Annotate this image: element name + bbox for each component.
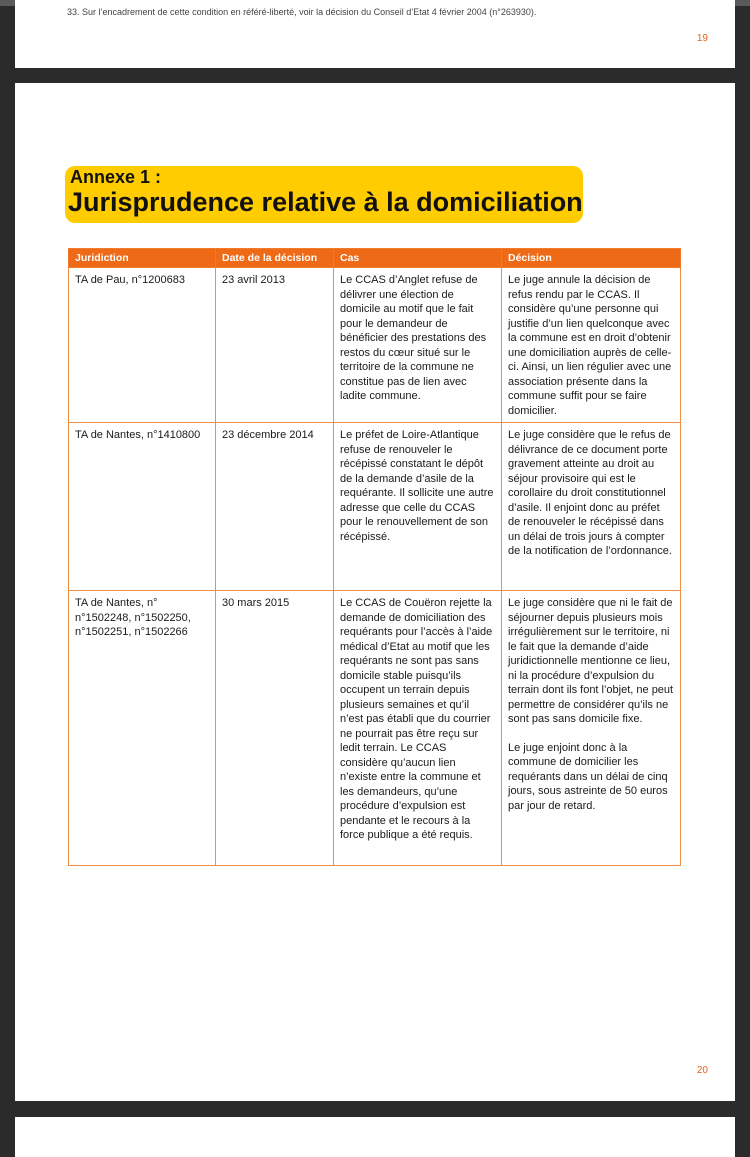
cell-decision bbox=[502, 591, 681, 866]
decision-paragraph: Le juge considère que le refus de délivrance de ce document porte gravement atteinte au droit au séjour provisoire qui est le corollaire du droit constitutionnel d’asile. Il enjoint donc au préfet de renouveler le récépissé dans un délai de trois jours à compter de la notification de l’ordonnance. bbox=[508, 429, 672, 557]
cell-decision bbox=[502, 268, 681, 423]
column-header-juridiction: Juridiction bbox=[69, 249, 216, 268]
cell-cas: Le CCAS d’Anglet refuse de délivrer une élection de domicile au motif que le fait pour le demandeur de bénéficier des prestations des restos du cœur situé sur le territoire de la commune ne constitue pas de lien avec ladite commune. bbox=[334, 268, 502, 423]
current-page[interactable] bbox=[15, 83, 735, 1101]
table-row bbox=[69, 591, 681, 866]
cell-cas: Le CCAS de Couëron rejette la demande de domiciliation des requérants pour l’accès à l’aide médical d’Etat au motif que les requérants ne sont pas sans domicile stable puisqu’ils occupent un terrain depuis plusieurs semaines et qu’il n’est pas établi que du courrier ne pourrait pas être reçu sur ledit terrain. Le CCAS considère qu’aucun lien n’existe entre la commune et les demandeurs, qu’une procédure d’expulsion est pendante et le recours à la force publique a été requis. bbox=[334, 591, 502, 866]
page-number: 20 bbox=[696, 1065, 708, 1076]
cell-decision bbox=[502, 423, 681, 591]
column-header-cas: Cas bbox=[334, 249, 502, 268]
cell-date: 23 décembre 2014 bbox=[216, 423, 334, 591]
decision-paragraph: Le juge considère que ni le fait de séjourner depuis plusieurs mois irrégulièrement sur le territoire, ni le fait que la demande d’aide juridictionnelle mentionne ce lieu, ni la procédure d’expulsion du terrain dont ils font l’objet, ne peut permettre de considérer qu’ils ne sont pas sans domicile fixe. bbox=[508, 597, 674, 725]
cell-date: 30 mars 2015 bbox=[216, 591, 334, 866]
cell-cas: Le préfet de Loire-Atlantique refuse de renouveler le récépissé constatant le dépôt de la demande d’asile de la requérante. Il sollicite une autre adresse que celle du CCAS pour le renouvellement de son récépissé. bbox=[334, 423, 502, 591]
table-header-row bbox=[69, 249, 681, 268]
footnote: 33. Sur l’encadrement de cette condition en référé-liberté, voir la décision du Conseil d’Etat 4 février 2004 (n°263930). bbox=[67, 7, 537, 17]
decision-paragraph: Le juge annule la décision de refus rendu par le CCAS. Il considère qu’une personne qui justifie d’un lien quelconque avec la commune est en droit d’obtenir une domiciliation auprès de celle-ci. Ainsi, un lien régulier avec une association présente dans la commune suffit pour se faire domicilier. bbox=[508, 274, 672, 417]
cell-juridiction: TA de Pau, n°1200683 bbox=[69, 268, 216, 423]
annex-title: Jurisprudence relative à la domiciliation bbox=[68, 187, 583, 217]
annex-label: Annexe 1 : bbox=[70, 167, 162, 187]
cell-date: 23 avril 2013 bbox=[216, 268, 334, 423]
page-number: 19 bbox=[696, 33, 708, 44]
previous-page[interactable] bbox=[15, 0, 735, 68]
table-row bbox=[69, 268, 681, 423]
column-header-date: Date de la décision bbox=[216, 249, 334, 268]
column-header-decision: Décision bbox=[502, 249, 681, 268]
next-page[interactable] bbox=[15, 1117, 735, 1157]
cell-juridiction: TA de Nantes, n° n°1502248, n°1502250, n°1502251, n°1502266 bbox=[69, 591, 216, 866]
table-row bbox=[69, 423, 681, 591]
decision-paragraph: Le juge enjoint donc à la commune de domicilier les requérants dans un délai de cinq jours, sous astreinte de 50 euros par jour de retard. bbox=[508, 741, 668, 812]
jurisprudence-table bbox=[68, 248, 681, 866]
cell-juridiction: TA de Nantes, n°1410800 bbox=[69, 423, 216, 591]
